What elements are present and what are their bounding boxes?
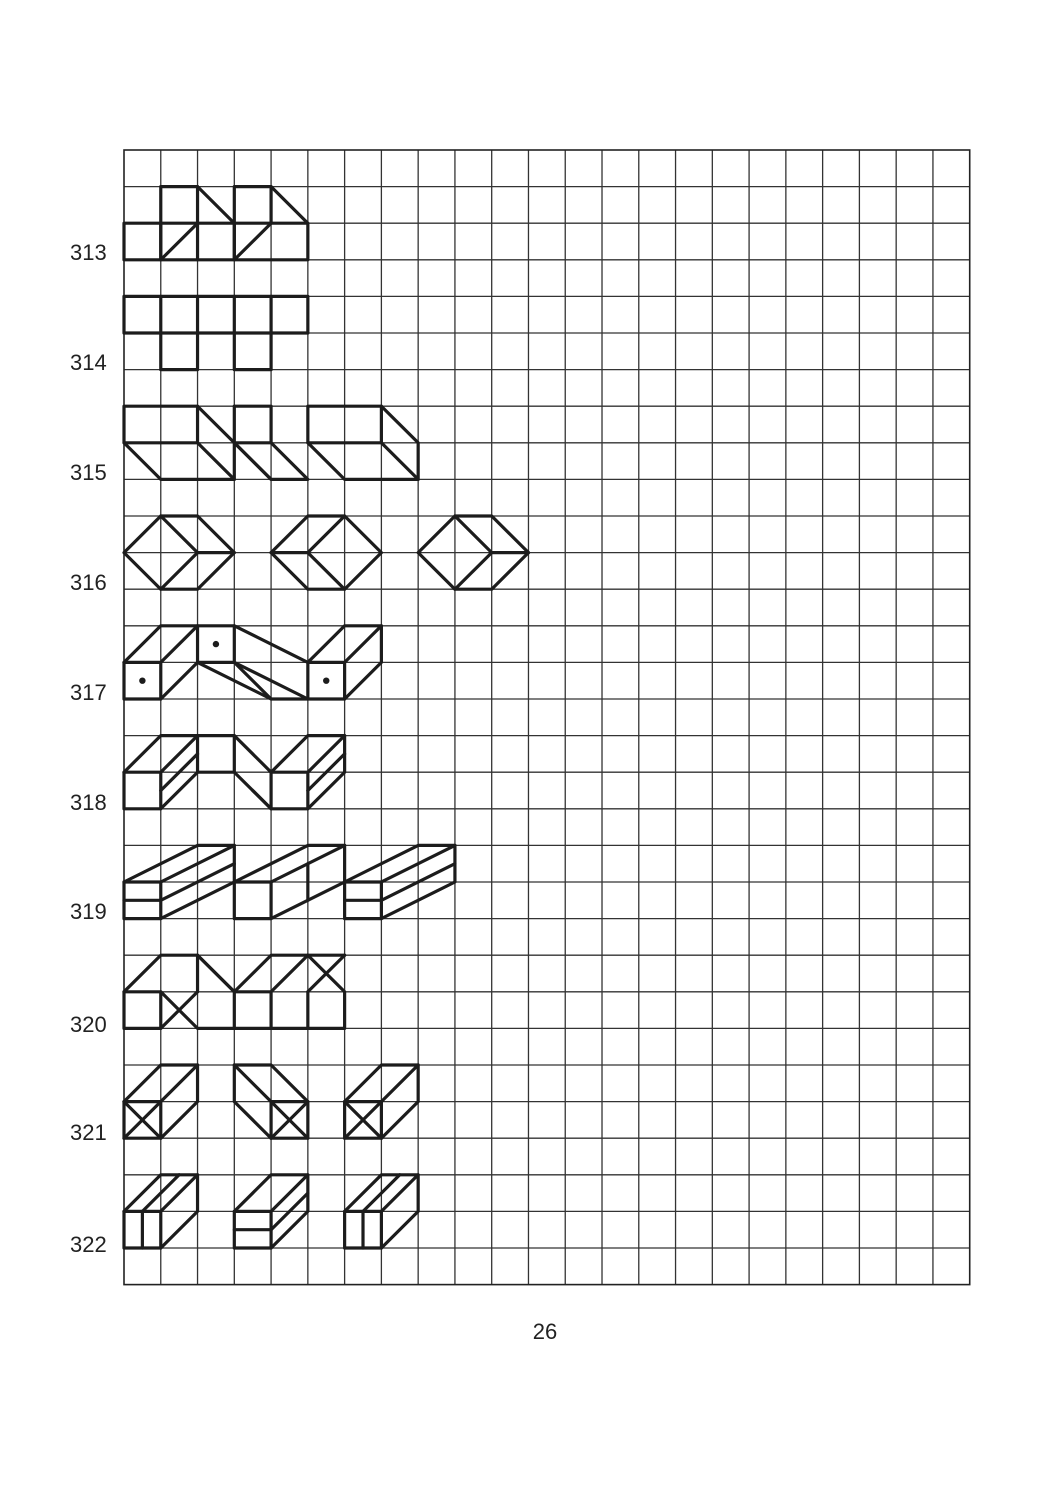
- exercise-number-314: 314: [70, 350, 107, 375]
- pattern-stroke: [234, 882, 271, 919]
- pattern-stroke: [345, 626, 382, 663]
- exercise-number-315: 315: [70, 460, 107, 485]
- pattern-dot: [213, 641, 219, 647]
- pattern-stroke: [381, 1175, 418, 1212]
- pattern-stroke: [124, 296, 308, 369]
- pattern-stroke: [124, 772, 161, 809]
- pattern-stroke: [161, 1175, 198, 1212]
- grid-border: [124, 150, 970, 1285]
- pattern-stroke: [271, 772, 308, 809]
- graph-paper-grid: [124, 150, 970, 1285]
- exercise-number-320: 320: [70, 1012, 107, 1037]
- exercise-number-313: 313: [70, 240, 107, 265]
- pattern-stroke: [234, 992, 271, 1029]
- pattern-stroke: [271, 955, 308, 992]
- pattern-stroke: [271, 1175, 308, 1212]
- pattern-stroke: [161, 223, 198, 260]
- exercise-number-321: 321: [70, 1120, 107, 1145]
- exercise-number-318: 318: [70, 790, 107, 815]
- pattern-stroke: [234, 223, 271, 260]
- pattern-stroke: [124, 223, 161, 260]
- pattern-stroke: [234, 736, 271, 773]
- pattern-stroke: [234, 662, 271, 699]
- pattern-figures: [124, 187, 528, 1248]
- exercise-number-316: 316: [70, 570, 107, 595]
- pattern-313: [124, 187, 308, 260]
- pattern-stroke: [198, 955, 235, 992]
- pattern-stroke: [234, 443, 271, 480]
- exercise-number-322: 322: [70, 1232, 107, 1257]
- page-number: 26: [532, 1319, 558, 1344]
- exercise-number-319: 319: [70, 899, 107, 924]
- pattern-dot: [139, 678, 145, 684]
- pattern-stroke: [161, 1065, 198, 1102]
- pattern-dot: [323, 678, 329, 684]
- pattern-stroke: [253, 791, 271, 809]
- pattern-stroke: [161, 626, 198, 663]
- pattern-stroke: [124, 992, 161, 1029]
- pattern-314: [124, 296, 308, 369]
- pattern-stroke: [161, 736, 198, 773]
- pattern-stroke: [308, 736, 345, 773]
- exercise-number-317: 317: [70, 680, 107, 705]
- pattern-stroke: [381, 1065, 418, 1102]
